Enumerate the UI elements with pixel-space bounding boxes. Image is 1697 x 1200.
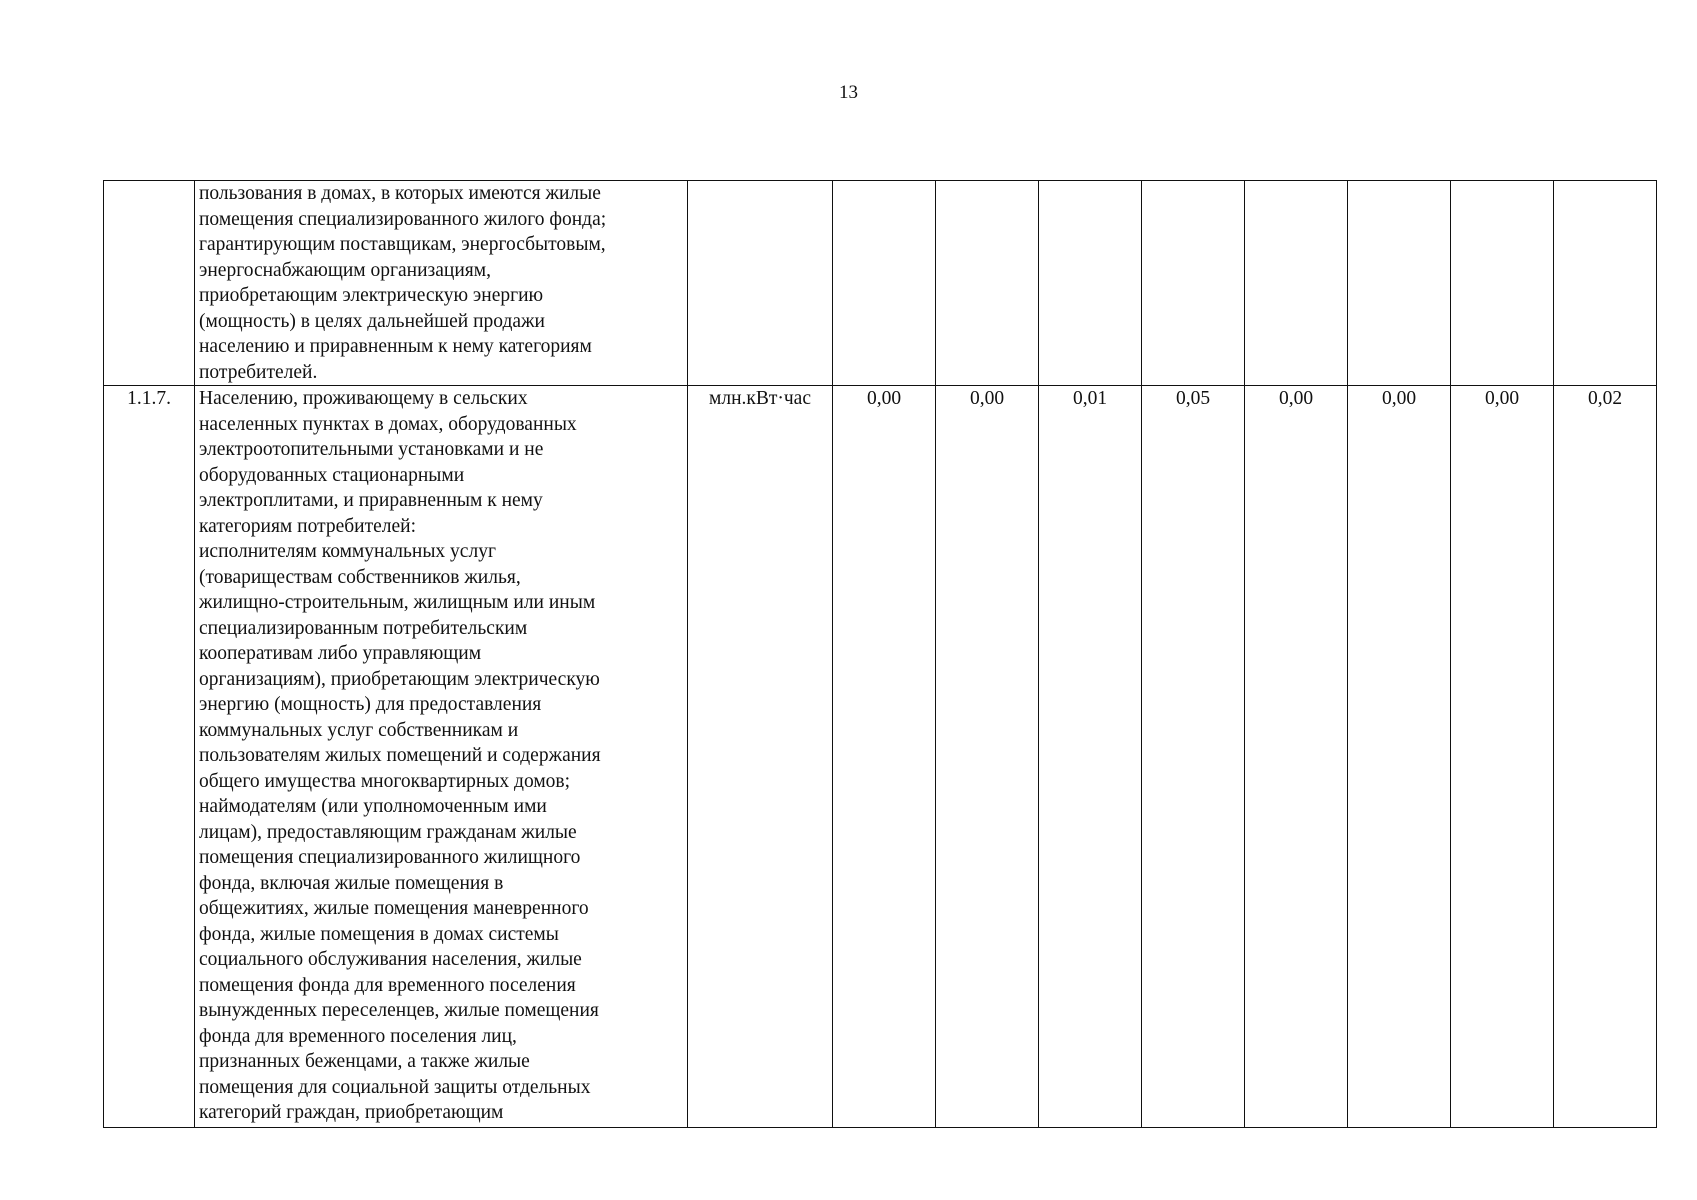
- description-line: жилищно-строительным, жилищным или иным: [199, 592, 596, 613]
- value-cell: 0,02: [1554, 386, 1657, 1128]
- page-number: 13: [839, 82, 858, 103]
- row-description: [195, 386, 688, 1128]
- row-unit: млн.кВт·час: [688, 386, 833, 1128]
- value-cell: 0,01: [1039, 386, 1142, 1128]
- description-line: лицам), предоставляющим гражданам жилые: [199, 821, 577, 843]
- description-line: кооперативам либо управляющим: [199, 643, 482, 664]
- description-line: (товариществам собственников жилья,: [199, 566, 521, 588]
- description-line: фонда, жилые помещения в домах системы: [199, 923, 559, 945]
- description-line: исполнителям коммунальных услуг: [199, 541, 496, 562]
- description-line: пользования в домах, в которых имеются жилые: [199, 183, 601, 204]
- value-cell: 0,00: [1451, 386, 1554, 1128]
- value-cell: [1348, 181, 1451, 386]
- value-cell: 0,05: [1142, 386, 1245, 1128]
- value-cell: 0,00: [936, 386, 1039, 1128]
- row-number: 1.1.7.: [104, 386, 195, 1128]
- description-line: помещения фонда для временного поселения: [199, 974, 576, 996]
- value-cell: 0,00: [1348, 386, 1451, 1128]
- row-unit: [688, 181, 833, 386]
- description-line: признанных беженцами, а также жилые: [199, 1051, 530, 1072]
- description-line: специализированным потребительским: [199, 617, 528, 639]
- description-line: организациям), приобретающим электрическую: [199, 668, 600, 690]
- description-line: населению и приравненным к нему категориям: [199, 336, 592, 357]
- description-line: наймодателям (или уполномоченным ими: [199, 796, 547, 817]
- value-cell: [1451, 181, 1554, 386]
- description-line: пользователям жилых помещений и содержания: [199, 745, 601, 766]
- value-cell: [1039, 181, 1142, 386]
- description-line: общежитиях, жилые помещения маневренного: [199, 898, 589, 919]
- description-line: (мощность) в целях дальнейшей продажи: [199, 310, 545, 332]
- description-line: фонда, включая жилые помещения в: [199, 872, 504, 894]
- description-line: гарантирующим поставщикам, энергосбытовым,: [199, 234, 606, 255]
- value-cell: 0,00: [1245, 386, 1348, 1128]
- description-line: потребителей.: [199, 361, 318, 383]
- description-line: категориям потребителей:: [199, 515, 417, 537]
- description-line: категорий граждан, приобретающим: [199, 1102, 504, 1123]
- row-description: [195, 181, 688, 386]
- description-line: вынужденных переселенцев, жилые помещения: [199, 1000, 599, 1021]
- description-line: помещения специализированного жилого фонда;: [199, 208, 607, 230]
- value-cell: [1245, 181, 1348, 386]
- value-cell: [833, 181, 936, 386]
- description-line: населенных пунктах в домах, оборудованных: [199, 413, 577, 435]
- description-line: общего имущества многоквартирных домов;: [199, 770, 571, 792]
- description-line: коммунальных услуг собственникам и: [199, 719, 519, 741]
- description-line: социального обслуживания населения, жилые: [199, 949, 582, 970]
- table-row: [104, 181, 1657, 386]
- value-cell: [936, 181, 1039, 386]
- description-line: электроплитами, и приравненным к нему: [199, 490, 543, 511]
- value-cell: [1554, 181, 1657, 386]
- description-line: фонда для временного поселения лиц,: [199, 1025, 517, 1047]
- description-line: Населению, проживающему в сельских: [199, 388, 528, 409]
- tariff-table: [103, 180, 1657, 1128]
- description-line: оборудованных стационарными: [199, 464, 465, 486]
- table-row: [104, 386, 1657, 1128]
- description-line: приобретающим электрическую энергию: [199, 285, 544, 306]
- value-cell: [1142, 181, 1245, 386]
- value-cell: 0,00: [833, 386, 936, 1128]
- description-line: помещения специализированного жилищного: [199, 847, 581, 868]
- row-number: [104, 181, 195, 386]
- description-line: помещения для социальной защиты отдельных: [199, 1076, 591, 1098]
- description-line: электроотопительными установками и не: [199, 439, 544, 460]
- description-line: энергию (мощность) для предоставления: [199, 694, 542, 715]
- description-line: энергоснабжающим организациям,: [199, 259, 491, 281]
